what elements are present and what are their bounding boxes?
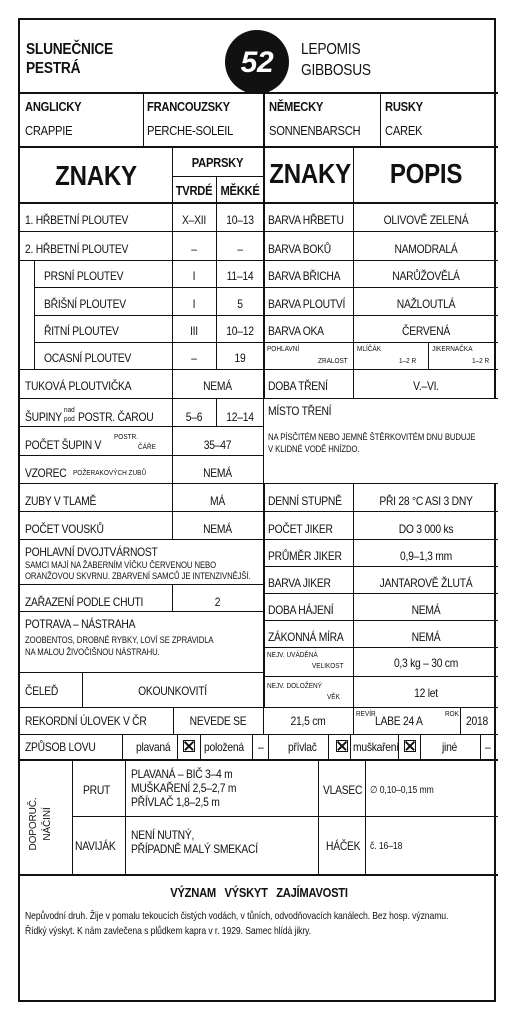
spawn-place-label: MÍSTO TŘENÍ [268,404,332,418]
dimorphism-text-1: SAMCI MAJÍ NA ŽABERNÍM VÍČKU ČERVENOU NEBO [25,560,217,570]
color-value-2: NARŮŽOVĚLÁ [392,269,460,283]
english-name: CRAPPIE [25,123,73,138]
maturity-label-2: ZRALOST [318,356,348,365]
method-2-check [336,740,348,752]
scales-label: ŠUPINY [25,410,62,424]
maturity-label-1: POHLAVNÍ [267,344,300,353]
closed-season-label: DOBA HÁJENÍ [268,603,334,617]
milt-label: MLÍČÁK [357,344,382,353]
rod-line-3: PŘÍVLAČ 1,8–2,5 m [131,795,220,809]
fish-card [18,18,496,1002]
footer-heading: VÝZNAM VÝSKYT ZAJÍMAVOSTI [170,885,348,900]
max-age-value: 12 let [414,686,438,700]
color-label-2: BARVA BŘICHA [268,269,341,283]
rod-label: PRUT [83,783,111,797]
egg-color-value: JANTAROVĚ ŽLUTÁ [379,576,473,590]
food-label: POTRAVA – NÁSTRAHA [25,617,136,631]
egg-count-label: POČET JIKER [268,522,333,536]
egg-color-label: BARVA JIKER [268,576,331,590]
egg-diameter-label: PRŮMĚR JIKER [268,549,342,563]
barbels-value: NEMÁ [203,522,232,536]
tackle-side-label-1: DOPORUČ. [28,797,39,851]
pharyngeal-formula-small: POŽERAKOVÝCH ZUBŮ [73,468,147,477]
color-value-0: OLIVOVĚ ZELENÁ [383,213,469,227]
closed-season-value: NEMÁ [411,603,441,617]
record-water-label: REVÍR [356,709,376,718]
russian-name: CAREK [385,123,423,138]
fin-name-4: ŘITNÍ PLOUTEV [44,324,119,338]
record-label: REKORDNÍ ÚLOVEK V ČR [25,714,147,728]
german-label: NĚMECKY [269,99,324,114]
food-text-1: ZOOBENTOS, DROBNÉ RYBKY, LOVÍ SE ZPRAVIDLA [25,635,214,645]
english-label: ANGLICKY [25,99,82,114]
fin-hard-2: I [192,269,196,283]
record-water-value: LABE 24 A [375,714,423,728]
fin-soft-4: 10–12 [226,324,254,338]
card-number: 52 [240,46,274,79]
fin-hard-0: X–XII [182,213,206,227]
record-length: 21,5 cm [290,714,326,728]
french-name: PERCHE-SOLEIL [147,123,234,138]
fin-name-3: BŘIŠNÍ PLOUTEV [44,297,126,311]
fin-hard-3: I [192,297,196,311]
adipose-fin-label: TUKOVÁ PLOUTVIČKA [25,379,132,393]
rod-line-2: MUŠKAŘENÍ 2,5–2,7 m [131,781,237,795]
fin-soft-1: – [237,242,243,256]
color-label-3: BARVA PLOUTVÍ [268,297,346,311]
roe-value: 1–2 R [472,356,490,365]
right-heading-description: POPIS [389,158,463,189]
scales-below-tag: pod [64,414,75,423]
color-label-1: BARVA BOKŮ [268,242,332,256]
methods-label: ZPŮSOB LOVU [25,740,96,754]
scale-count-small-2: ČÁŘE [138,442,156,451]
record-weight: NEVEDE SE [189,714,247,728]
color-value-4: ČERVENÁ [402,324,450,338]
fin-hard-4: III [190,324,198,338]
rod-line-1: PLAVANÁ – BIČ 3–4 m [131,767,233,781]
color-value-3: NAŽLOUTLÁ [396,297,456,311]
method-3: muškaření [353,740,399,754]
reel-line-2: PŘÍPADNĚ MALÝ SMEKACÍ [131,842,258,856]
fin-name-5: OCASNÍ PLOUTEV [44,351,132,365]
fin-name-0: 1. HŘBETNÍ PLOUTEV [25,213,129,227]
fin-soft-5: 19 [234,351,246,365]
max-size-value: 0,3 kg – 30 cm [393,656,459,670]
pharyngeal-formula-label: VZOREC [25,466,67,480]
legal-size-label: ZÁKONNÁ MÍRA [268,630,344,644]
legal-size-value: NEMÁ [411,630,441,644]
degree-days-label: DENNÍ STUPNĚ [268,494,342,508]
left-heading: ZNAKY [55,160,137,191]
egg-diameter-value: 0,9–1,3 mm [400,549,452,563]
latin-name-line-1: LEPOMIS [301,41,361,58]
spawn-time-value: V.–VI. [413,379,439,393]
footer-text-1: Nepůvodní druh. Žije v pomalu tekoucích čistých vodách, v tůních, odvodňovacích kanálech. Bez hosp. významu. [25,910,449,922]
latin-name-line-2: GIBBOSUS [301,62,371,79]
max-size-label-2: VELIKOST [312,661,344,670]
method-4-mark: – [485,740,491,754]
footer-text-2: Řídký výskyt. K nám zavlečena s plůdkem kapra v r. 1929. Samec hlídá jikry. [25,925,312,937]
record-year-label: ROK [445,709,459,718]
hook-value: č. 16–18 [370,841,403,852]
spawn-place-text-2: V KLIDNÉ VODĚ HNÍZDO. [268,444,360,454]
fin-hard-1: – [191,242,197,256]
right-heading-traits: ZNAKY [269,158,351,189]
french-label: FRANCOUZSKY [147,99,230,114]
method-0-check [183,740,195,752]
fin-name-1: 2. HŘBETNÍ PLOUTEV [25,242,129,256]
family-label: ČELEĎ [25,684,59,698]
dimorphism-label: POHLAVNÍ DVOJTVÁRNOST [25,545,158,559]
taste-rank-label: ZAŘAZENÍ PODLE CHUTI [25,595,144,609]
line-label: VLASEC [323,783,363,797]
fin-name-2: PRSNÍ PLOUTEV [44,269,124,283]
scale-count-small-1: POSTR. [114,432,139,441]
spawn-place-text-1: NA PÍSČITÉM NEBO JEMNĚ ŠTĚRKOVITÉM DNU BUDUJE [268,432,476,442]
scales-lateral-line-label: POSTR. ČAROU [78,410,154,424]
scales-above-tag: nad [64,405,75,414]
max-age-label-2: VĚK [327,692,340,701]
line-value: ∅ 0,10–0,15 mm [370,785,434,796]
czech-name-line-1: SLUNEČNICE [26,41,113,58]
method-1-mark: – [258,740,264,754]
method-0: plavaná [136,740,171,754]
method-4: jiné [442,740,458,754]
scale-count-label: POČET ŠUPIN V [25,438,102,452]
method-2: přívlač [288,740,317,754]
method-3-check [404,740,416,752]
fin-soft-0: 10–13 [226,213,254,227]
method-1: položená [204,740,244,754]
russian-label: RUSKY [385,99,423,114]
fin-soft-2: 11–14 [226,269,254,283]
food-text-2: NA MALOU ŽIVOČIŠNOU NÁSTRAHU. [25,647,160,657]
roe-label: JIKERNAČKA [432,344,473,353]
max-size-label-1: NEJV. UVÁDĚNÁ [267,650,318,659]
milt-value: 1–2 R [399,356,417,365]
scale-count-value: 35–47 [203,438,232,452]
reel-line-1: NENÍ NUTNÝ, [131,828,195,842]
family-value: OKOUNKOVITÍ [138,684,207,698]
fin-hard-5: – [191,351,197,365]
reel-label: NAVIJÁK [75,839,116,853]
teeth-label: ZUBY V TLAMĚ [25,494,97,508]
hard-rays-heading: TVRDÉ [175,183,213,198]
taste-rank-value: 2 [214,595,221,609]
degree-days-value: PŘI 28 °C ASI 3 DNY [379,494,473,508]
scales-above-value: 5–6 [185,410,203,424]
adipose-fin-value: NEMÁ [203,379,232,393]
german-name: SONNENBARSCH [269,123,361,138]
color-value-1: NAMODRALÁ [394,242,458,256]
czech-name-line-2: PESTRÁ [26,60,81,77]
max-age-label-1: NEJV. DOLOŽENÝ [267,681,322,690]
rays-heading: PAPRSKY [191,155,244,170]
pharyngeal-formula-value: NEMÁ [203,466,232,480]
egg-count-value: DO 3 000 ks [398,522,454,536]
hook-label: HÁČEK [326,839,361,853]
teeth-value: MÁ [210,494,225,508]
tackle-side-label-2: NÁČINÍ [42,807,53,841]
color-label-0: BARVA HŘBETU [268,213,344,227]
spawn-time-label: DOBA TŘENÍ [268,379,328,393]
fin-soft-3: 5 [237,297,243,311]
barbels-label: POČET VOUSKŮ [25,522,104,536]
soft-rays-heading: MĚKKÉ [220,183,260,198]
scales-below-value: 12–14 [226,410,254,424]
record-year-value: 2018 [466,714,488,728]
dimorphism-text-2: ORANŽOVOU SKVRNU. ZBARVENÍ SAMCŮ JE INTENZIVNĚJŠÍ. [25,571,251,581]
color-label-4: BARVA OKA [268,324,324,338]
